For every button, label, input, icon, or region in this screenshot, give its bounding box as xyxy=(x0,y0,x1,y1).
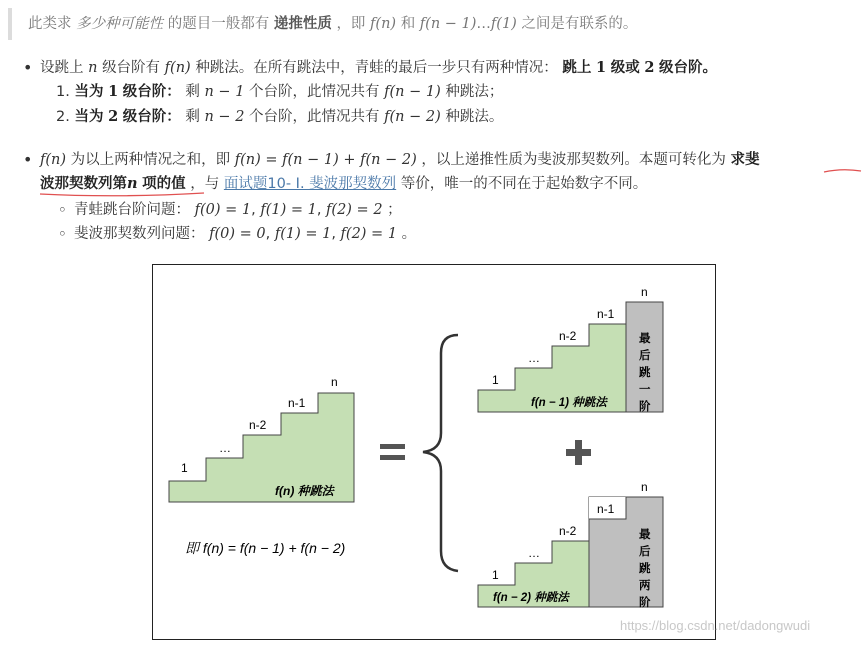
sub2-text-3: 种跳法。 xyxy=(445,109,504,125)
b2-f-n: f(n) xyxy=(40,152,67,168)
top-label-3: n-2 xyxy=(559,329,577,343)
b2-bold-1: 求斐 xyxy=(730,152,760,168)
bottom-label-3: n-2 xyxy=(559,524,577,538)
b2-n: n xyxy=(127,175,138,192)
top-side-2: 后 xyxy=(639,350,651,362)
intro-text-2: 的题目一般都有 xyxy=(167,16,270,32)
circle-item-2: ◦ 斐波那契数列问题： f(0) = 0, f(1) = 1, f(2) = 1 。 xyxy=(74,222,416,246)
b1-text-3: 种跳法。在所有跳法中，青蛙的最后一步只有两种情况： xyxy=(195,60,558,76)
top-side-4: 一 xyxy=(639,384,651,396)
intro-f-n1: f(n − 1) xyxy=(419,16,477,32)
main-label-1: 1 xyxy=(181,461,188,475)
sub1-text-3: 种跳法； xyxy=(445,84,504,100)
b2-text-1: 为以上两种情况之和，即 xyxy=(70,152,231,168)
sub2-text-1: 剩 xyxy=(185,109,200,125)
main-label-3: n-2 xyxy=(249,418,267,432)
sub1-number: 1. xyxy=(56,84,70,100)
top-label-2: … xyxy=(528,351,540,365)
top-caption: f(n − 1) 种跳法 xyxy=(531,397,607,409)
staircase-figure xyxy=(152,264,716,640)
main-label-5: n xyxy=(331,375,338,389)
top-side-1: 最 xyxy=(639,333,651,345)
intro-emphasis: 多少种可能性 xyxy=(76,16,164,32)
top-label-4: n-1 xyxy=(597,307,615,321)
sub1-bold-1: 当为 xyxy=(74,84,104,100)
c2-v3: f(2) = 1 xyxy=(340,226,398,242)
sub1-expr: n − 1 xyxy=(204,84,245,100)
bottom-label-4: n-1 xyxy=(597,502,615,516)
b1-text-1: 设跳上 xyxy=(40,60,84,76)
sub1-one: 1 xyxy=(108,83,119,100)
intro-dots: … xyxy=(476,16,491,32)
bottom-label-1: 1 xyxy=(492,568,499,582)
curly-brace xyxy=(423,335,458,571)
equals-bar-bottom xyxy=(380,455,405,460)
sub2-f: f(n − 2) xyxy=(384,109,441,125)
sub2-bold-1: 当为 xyxy=(74,109,104,125)
sub-item-1 xyxy=(56,80,503,104)
intro-f-1: f(1) xyxy=(490,16,517,32)
figure-equation: 即 f(n) = f(n − 1) + f(n − 2) xyxy=(185,540,346,556)
sub1-bold-2: 级台阶： xyxy=(122,84,181,100)
b1-bold-2: 级或 xyxy=(610,60,640,76)
c1-v2: f(1) = 1 xyxy=(260,202,317,218)
intro-bold: 递推性质 xyxy=(273,16,332,32)
bottom-label-5: n xyxy=(641,480,648,494)
main-caption: f(n) 种跳法 xyxy=(275,484,334,498)
bottom-side-1: 最 xyxy=(639,529,651,541)
intro-text-1: 此类求 xyxy=(28,16,72,32)
sub1-f: f(n − 1) xyxy=(384,84,441,100)
b2-text-3: ，与 xyxy=(190,176,220,192)
intro-text-3: ，即 xyxy=(336,16,366,32)
b1-text-2: 级台阶有 xyxy=(102,60,161,76)
top-side-3: 跳 xyxy=(639,367,651,379)
watermark: https://blog.csdn.net/dadongwudi xyxy=(620,618,811,633)
bottom-caption: f(n − 2) 种跳法 xyxy=(493,592,569,604)
bottom-side-3: 跳 xyxy=(639,563,651,575)
b2-text-4: 等价，唯一的不同在于起始数字不同。 xyxy=(400,176,648,192)
top-label-1: 1 xyxy=(492,373,499,387)
sub2-text-2: 个台阶，此情况共有 xyxy=(249,109,380,125)
main-label-4: n-1 xyxy=(288,396,306,410)
intro-text-4: 和 xyxy=(400,16,416,32)
sub2-bold-2: 级台阶： xyxy=(122,109,181,125)
sub1-text-2: 个台阶，此情况共有 xyxy=(249,84,380,100)
bottom-side-5: 阶 xyxy=(639,597,651,609)
c2-v1: f(0) = 0 xyxy=(209,226,266,242)
b2-equation: f(n) = f(n − 1) + f(n − 2) xyxy=(234,152,417,168)
equals-bar-top xyxy=(380,444,405,449)
c1-v1: f(0) = 1 xyxy=(194,202,252,218)
top-side-5: 阶 xyxy=(639,401,651,413)
sub2-number: 2. xyxy=(56,109,70,125)
c2-label: 斐波那契数列问题： xyxy=(74,226,205,242)
intro-text-5: 之间是有联系的。 xyxy=(521,16,638,32)
staircase-diagram xyxy=(153,265,715,639)
bullet-item-1 xyxy=(40,56,717,80)
intro-f-n: f(n) xyxy=(370,16,397,32)
bottom-side-4: 两 xyxy=(639,580,651,592)
b2-bold-2: 波那契数列第 xyxy=(40,176,127,192)
c2-v2: f(1) = 1 xyxy=(274,226,332,242)
top-label-5: n xyxy=(641,285,648,299)
b1-n: n xyxy=(88,60,98,76)
main-label-2: … xyxy=(219,441,231,455)
b1-bold-3: 级台阶。 xyxy=(659,60,718,76)
b2-text-2: ，以上递推性质为斐波那契数列。本题可转化为 xyxy=(421,152,726,168)
circle-item-1: ◦ 青蛙跳台阶问题： f(0) = 1, f(1) = 1, f(2) = 2 ； xyxy=(74,198,402,222)
sub2-two: 2 xyxy=(108,108,119,125)
c1-v3: f(2) = 2 xyxy=(326,202,383,218)
sub1-text-1: 剩 xyxy=(185,84,200,100)
bottom-label-2: … xyxy=(528,546,540,560)
red-underline-mark-1 xyxy=(822,166,863,176)
b1-one: 1 xyxy=(596,59,607,76)
sub2-expr: n − 2 xyxy=(204,109,245,125)
b1-f-n: f(n) xyxy=(164,60,191,76)
b1-two: 2 xyxy=(644,59,655,76)
plus-vertical xyxy=(575,440,582,465)
bottom-side-2: 后 xyxy=(639,546,651,558)
intro-quote xyxy=(8,8,863,40)
fibonacci-link[interactable]: 面试题10- I. 斐波那契数列 xyxy=(223,176,397,192)
sub-item-2 xyxy=(56,105,503,129)
b1-bold-1: 跳上 xyxy=(562,60,592,76)
b2-bold-3: 项的值 xyxy=(142,176,186,192)
bullet-item-2 xyxy=(40,148,759,172)
c2-end: 。 xyxy=(401,226,417,242)
c1-label: 青蛙跳台阶问题： xyxy=(74,202,190,218)
c1-end: ； xyxy=(387,202,402,218)
